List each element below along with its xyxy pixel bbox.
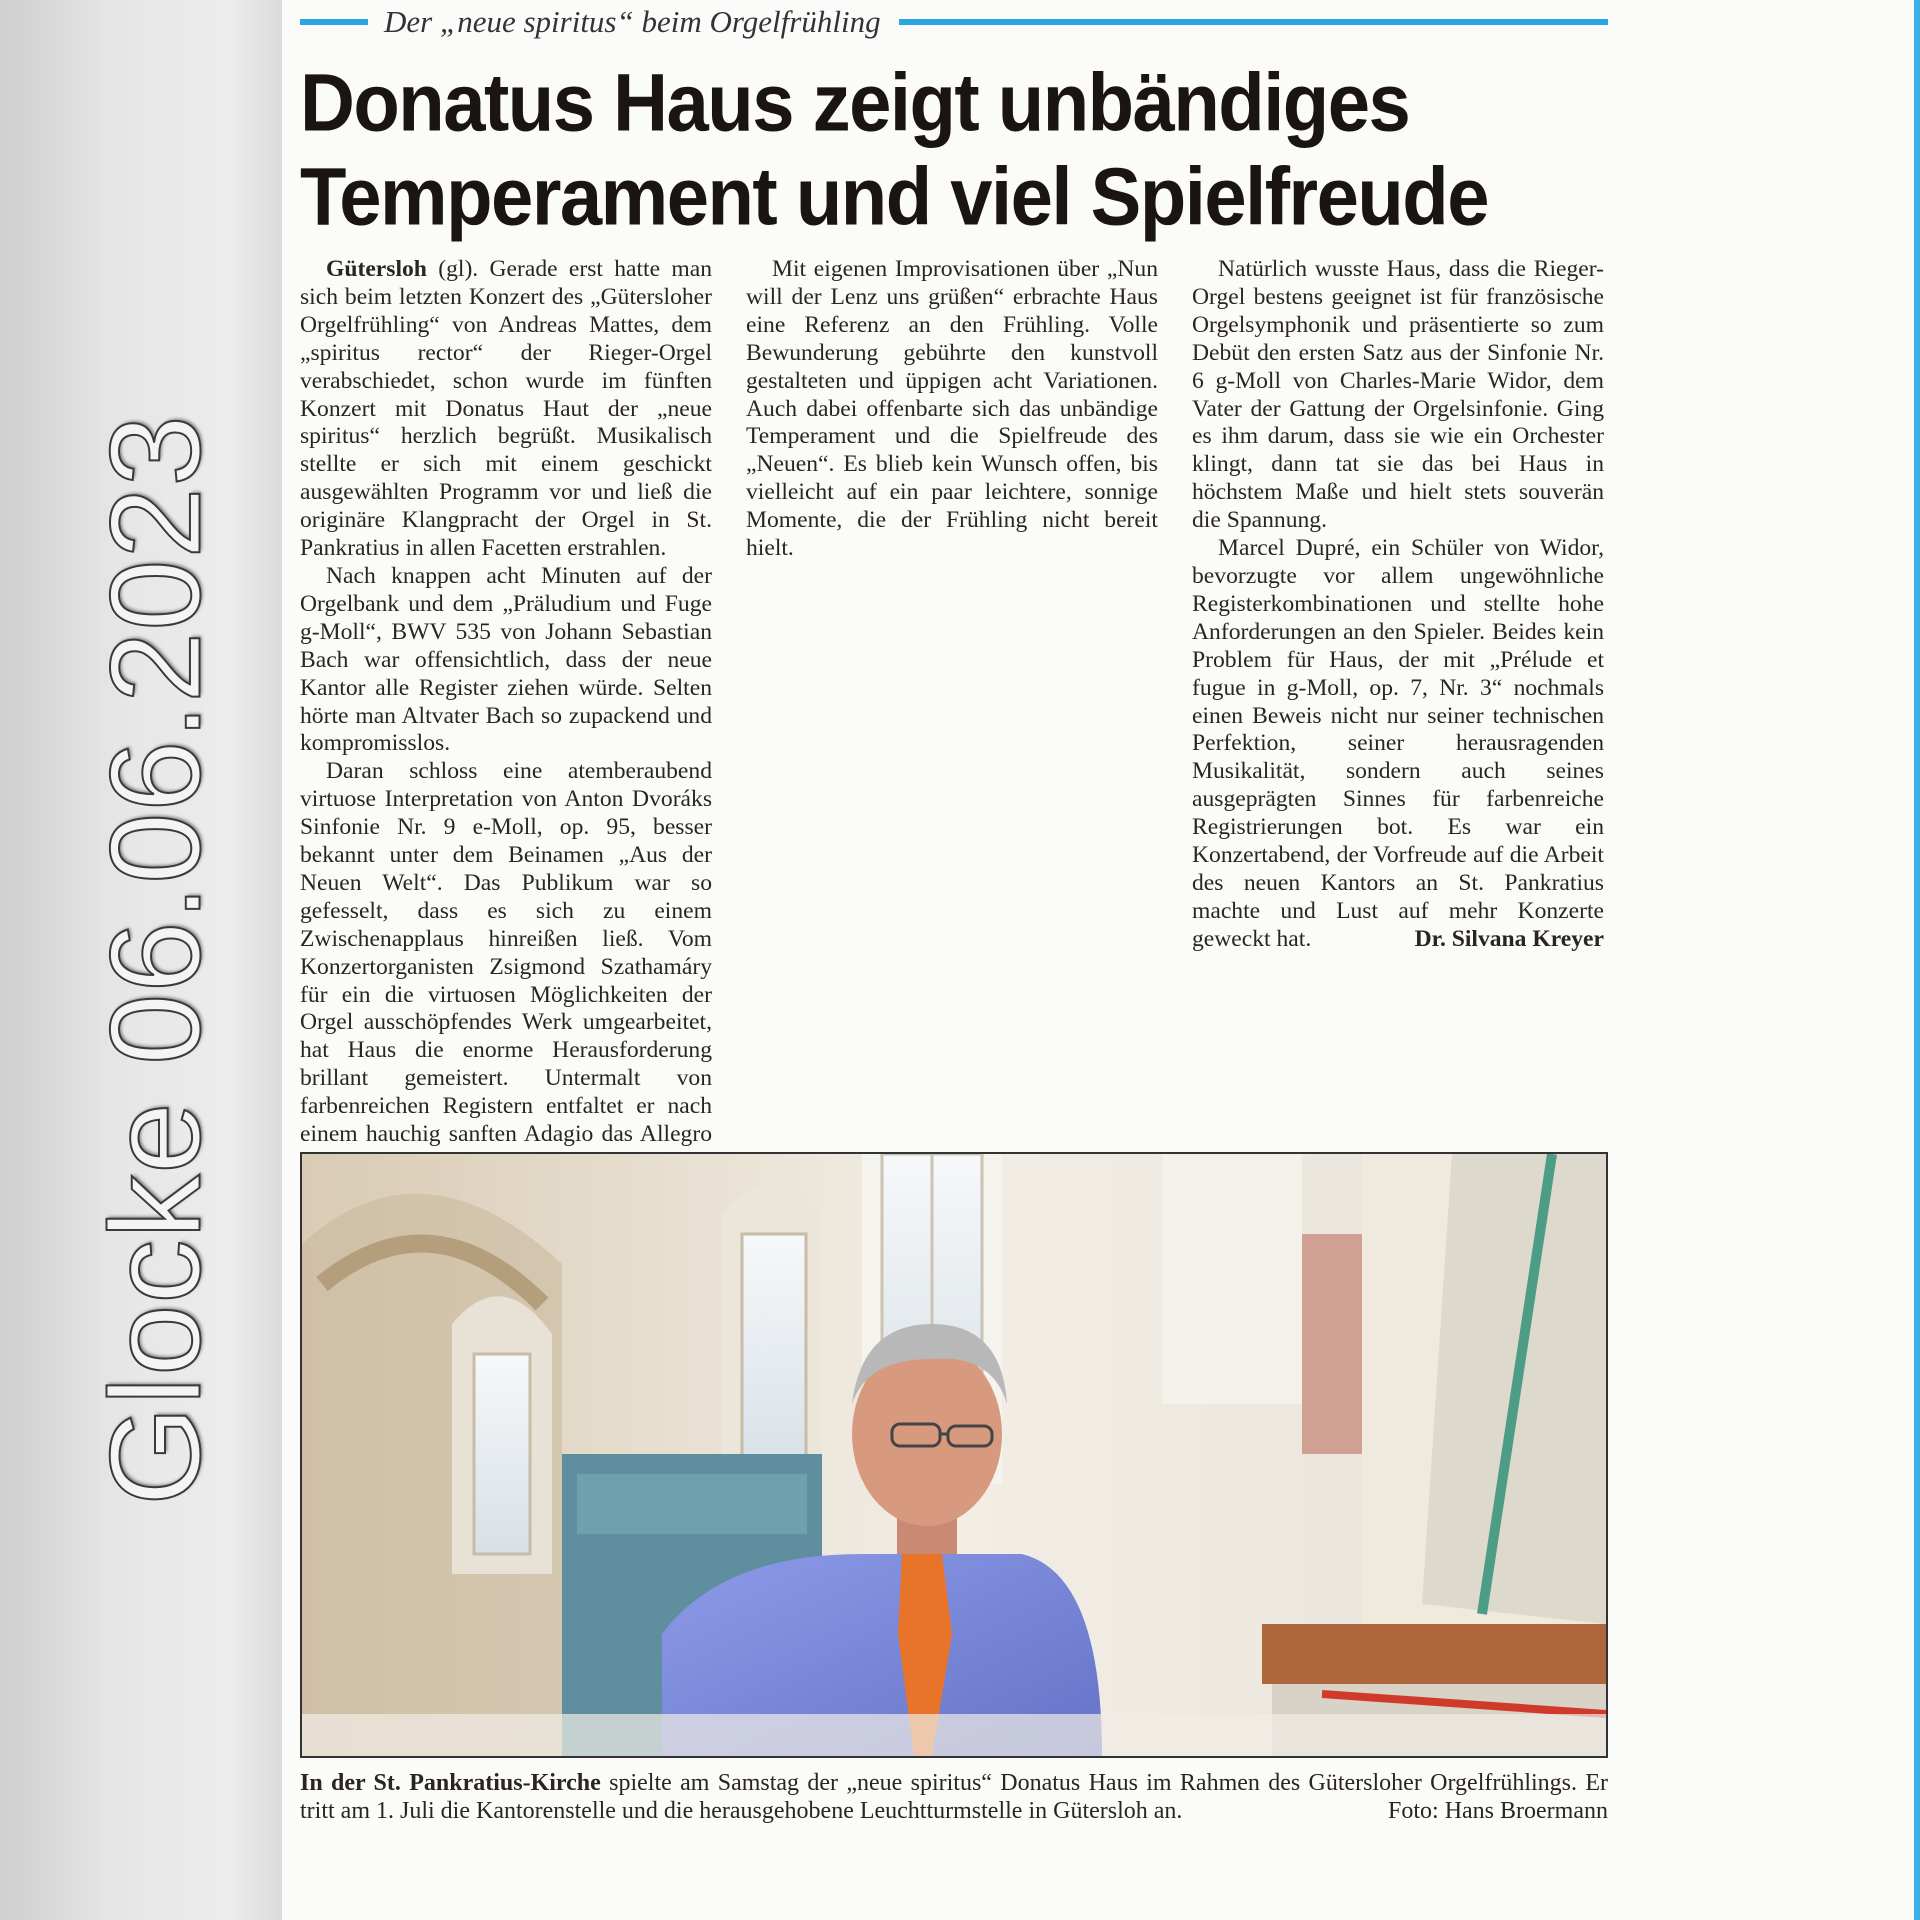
article-column-1: [300, 256, 712, 1289]
article-body: [300, 256, 1608, 1148]
article-headline: [300, 56, 1608, 244]
article-column-2: [746, 256, 1158, 563]
headline-line-1: Donatus Haus zeigt unbändiges: [300, 57, 1410, 149]
newspaper-clipping: [282, 0, 1920, 1920]
article-paragraph-4: Mit eigenen Improvisationen über „Nun will der Lenz uns grüßen“ erbrachte Haus eine Referenz an den Frühling. Volle Bewunderung gebührte den kunstvoll gestalteten und üppigen acht Variationen. Auch dabei offenbarte sich das unbändige Temperament und die Spielfreude des „Neuen“. Es blieb kein Wunsch offen, bis vielleicht auf ein paar leichtere, sonnige Momente, die der Frühling nicht bereit hielt.: [746, 256, 1158, 562]
author-byline: Dr. Silvana Kreyer: [1414, 925, 1604, 952]
article-paragraph-1: Gütersloh (gl). Gerade erst hatte man sich beim letzten Konzert des „Gütersloher Orgelfrühling“ von Andreas Mattes, dem „spiritus rector“ der Rieger-Orgel verabschiedet, schon wurde im fünften Konzert mit Donatus Haut der „neue spiritus“ herzlich begrüßt. Musikalisch stellte er sich mit einem geschickt ausgewählten Programm vor und ließ die originäre Klangpracht der Orgel in St. Pankratius in allen Facetten erstrahlen.: [300, 256, 712, 562]
photo-caption: [300, 1770, 1608, 1825]
article-photo-organist: [300, 1152, 1608, 1758]
photo-illustration: [302, 1154, 1606, 1756]
headline-line-2: Temperament und viel Spielfreude: [300, 151, 1489, 243]
kicker-line: [300, 2, 1608, 42]
date-watermark-label: Glocke 06.06.2023: [84, 414, 228, 1506]
dateline: Gütersloh: [326, 256, 427, 282]
kicker-text: Der „neue spiritus“ beim Orgelfrühling: [384, 4, 881, 39]
caption-lead: In der St. Pankratius-Kirche: [300, 1770, 601, 1796]
kicker-rule-right: [899, 19, 1608, 25]
kicker-rule-left: [300, 19, 368, 25]
article-paragraph-5: Natürlich wusste Haus, dass die Rieger-Orgel bestens geeignet ist für französische Orgelsymphonik und präsentierte so zum Debüt den ersten Satz aus der Sinfonie Nr. 6 g-Moll von Charles-Marie Widor, dem Vater der Gattung der Orgelsinfonie. Ging es ihm darum, dass sie wie ein Orchester klingt, dann tat sie das bei Haus in höchstem Maße und hielt stets souverän die Spannung.: [1192, 256, 1604, 534]
photo-credit: Foto: Hans Broermann: [1388, 1797, 1608, 1824]
article-paragraph-6: Marcel Dupré, ein Schüler von Widor, bevorzugte vor allem ungewöhnliche Registerkombinationen und stellte hohe Anforderungen an den Spieler. Beides kein Problem für Haus, der mit „Prélude et fugue in g-Moll, op. 7, Nr. 3“ nochmals einen Beweis nicht nur seiner technischen Perfektion, seiner herausragenden Musikalität, sondern auch seines ausgeprägten Sinnes für farbenreiche Registrierungen bot. Es war ein Konzertabend, der Vorfreude auf die Arbeit des neuen Kantors an St. Pankratius machte und Lust auf mehr Konzerte geweckt hat. Dr. Silvana Kreyer: [1192, 535, 1604, 952]
article-paragraph-3: Daran schloss eine atemberaubend virtuose Interpretation von Anton Dvoráks Sinfonie Nr. 9 e-Moll, op. 95, besser bekannt unter dem Beinamen „Aus der Neuen Welt“. Das Publikum war so gefesselt, dass es sich zu einem Zwischenapplaus hinreißen ließ. Vom Konzertorganisten Zsigmond Szathamáry für ein die virtuosen Möglichkeiten der Orgel ausschöpfendes Werk umgearbeitet, hat Haus die enorme Herausforderung brillant gemeistert. Untermalt von farbenreichen Registern entfaltet er nach einem hauchig sanften Adagio das Allegro: [300, 758, 712, 1148]
page-edge-stripe: [1914, 0, 1920, 1920]
article-column-3: [1192, 256, 1604, 954]
article-paragraph-2: Nach knappen acht Minuten auf der Orgelbank und dem „Präludium und Fuge g-Moll“, BWV 535 von Johann Sebastian Bach war offensichtlich, dass der neue Kantor alle Register ziehen würde. Selten hörte man Altvater Bach so zupackend und kompromisslos.: [300, 562, 712, 757]
caption-text: spielte am Samstag der „neue spiritus“ Donatus Haus im Rahmen des Gütersloher Orgelfrühlings. Er tritt am 1. Juli die Kantorenstelle und die herausgehobene Leuchtturmstelle in Gütersloh an.: [300, 1770, 1608, 1824]
